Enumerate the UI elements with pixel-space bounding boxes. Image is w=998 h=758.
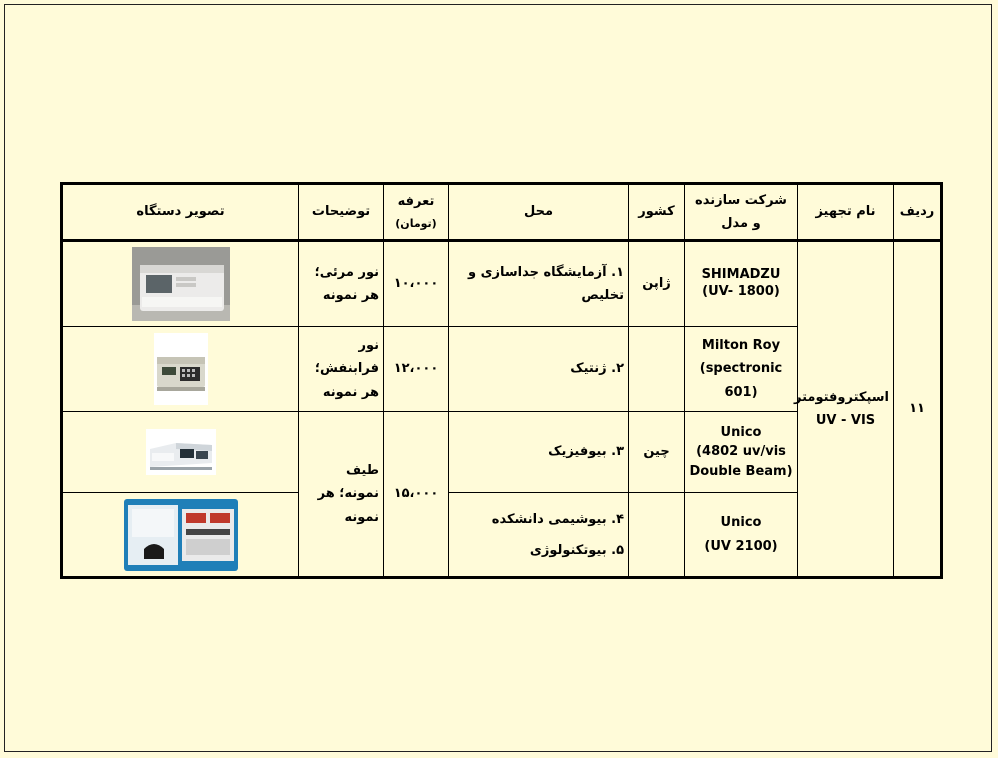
manufacturer-model: (4802 uv/vis Double Beam) (689, 444, 793, 479)
description-cell: طیف نمونه؛ هر نمونه (299, 412, 384, 578)
manufacturer-name: Unico (720, 515, 762, 531)
table-row (62, 241, 942, 327)
country-cell (629, 493, 685, 578)
location-cell: ۳. بیوفیزیک (449, 412, 629, 493)
location-cell: ۱. آزمایشگاه جداسازی و تخلیص (449, 241, 629, 327)
spectrophotometer-milton-roy-image (154, 333, 208, 405)
device-image-cell (62, 327, 299, 412)
header-country: کشور (629, 184, 685, 241)
manufacturer-model: (UV 2100) (704, 538, 778, 554)
equipment-name-fa: اسپکتروفتومتر (794, 389, 889, 405)
row-number-cell: ۱۱ (894, 241, 942, 578)
tariff-cell: ۱۰،۰۰۰ (384, 241, 449, 327)
spectrophotometer-unico-2100-image (124, 499, 238, 571)
manufacturer-cell (685, 327, 798, 412)
manufacturer-model: (spectronic 601) (699, 361, 783, 400)
device-image-cell (62, 241, 299, 327)
header-manufacturer-model: شرکت سازنده و مدل (685, 184, 798, 241)
description-cell: نور مرئی؛ هر نمونه (299, 241, 384, 327)
manufacturer-cell (685, 412, 798, 493)
manufacturer-cell (685, 241, 798, 327)
location-cell: ۲. ژنتیک (449, 327, 629, 412)
manufacturer-name: SHIMADZU (701, 267, 781, 283)
header-tariff-unit: (تومان) (395, 216, 437, 230)
country-cell (629, 327, 685, 412)
manufacturer-name: Unico (720, 424, 762, 440)
header-description: توضیحات (299, 184, 384, 241)
country-cell: ژاپن (629, 241, 685, 327)
location-line: ۴. بیوشیمی دانشکده (491, 512, 624, 528)
header-device-image: تصویر دستگاه (62, 184, 299, 241)
table-header-row (62, 184, 942, 241)
manufacturer-cell (685, 493, 798, 578)
description-cell: نور فرابنفش؛ هر نمونه (299, 327, 384, 412)
header-tariff-label: تعرفه (397, 194, 435, 210)
header-row-no: ردیف (894, 184, 942, 241)
spectrophotometer-unico-4802-image (146, 429, 216, 475)
spectrophotometer-shimadzu-image (132, 247, 230, 321)
manufacturer-model: (UV- 1800) (702, 284, 780, 299)
header-tariff (384, 184, 449, 241)
equipment-table (60, 182, 943, 579)
tariff-cell: ۱۲،۰۰۰ (384, 327, 449, 412)
country-cell: چین (629, 412, 685, 493)
manufacturer-name: Milton Roy (701, 337, 781, 353)
header-location: محل (449, 184, 629, 241)
device-image-cell (62, 412, 299, 493)
tariff-cell: ۱۵،۰۰۰ (384, 412, 449, 578)
device-image-cell (62, 493, 299, 578)
location-line: ۵. بیوتکنولوژی (529, 543, 624, 559)
header-equipment-name: نام تجهیز (798, 184, 894, 241)
equipment-name-en: UV - VIS (815, 413, 876, 428)
equipment-name-cell (794, 241, 894, 578)
location-cell (449, 493, 629, 578)
